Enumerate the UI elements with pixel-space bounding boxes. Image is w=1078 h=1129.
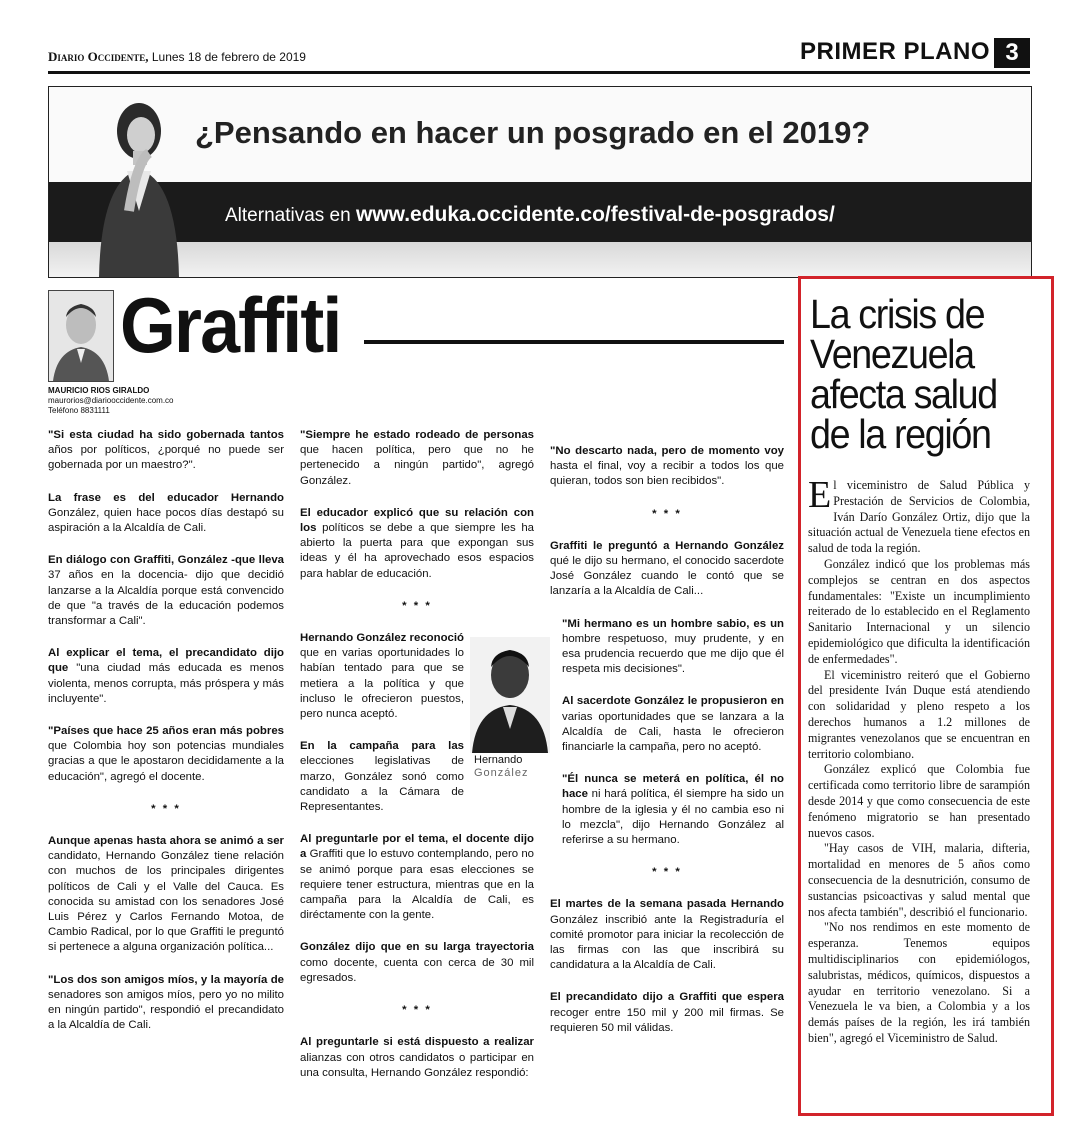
ad-banner[interactable]: [48, 86, 1032, 278]
ad-sub-prefix: Alternativas en: [225, 205, 351, 226]
paragraph: "Los dos son amigos míos, y la mayoría de senadores son amigos míos, pero yo no milito en ningún partido", respondió el precandidato a la Alcaldía de Cali.: [48, 973, 284, 1032]
paragraph: "Si esta ciudad ha sido gobernada tantos años por políticos, ¿porqué no puede ser gobernada por un maestro?".: [48, 429, 284, 472]
headline-line: Venezuela: [810, 331, 974, 377]
article-body: [808, 474, 1030, 1047]
separator-stars: * * *: [402, 599, 432, 612]
paragraph: González indicó que los problemas más complejos se centran en dos aspectos fundamentales: "Existe un incumplimiento reiterado de lo establecido en el Reglamento Sanitario Internacional y un silencio epidemiológico que dificulta la identificación de enfermedades".: [808, 556, 1030, 666]
separator-stars: * * *: [652, 507, 682, 520]
paragraph: "Él nunca se meterá en política, él no hace ni hará política, él siempre ha sido un hombre de la iglesia y él no cambia eso ni lo mezcla", dijo Hernando González al referirse a su hermano.: [562, 773, 784, 847]
caption-last-name: González: [474, 767, 529, 779]
paragraph: Al preguntarle si está dispuesto a realizar alianzas con otros candidatos o participar en una consulta, Hernando González respondió:: [300, 1036, 534, 1079]
candidate-photo: [470, 637, 550, 753]
separator-stars: * * *: [151, 802, 181, 815]
paragraph: "No nos rendimos en este momento de esperanza. Tenemos equipos multidisciplinarios con epidemiólogos, salubristas, médicos, químicos, dispuestos a ayudar en territorio venezolano. Si a Venezuela le va bien, a Colombia y a los demás países de la región, les irá también bien", agregó el Viceministro de Salud.: [808, 920, 1030, 1045]
header-rule: [48, 71, 1030, 74]
author-phone: Teléfono 8831111: [48, 406, 110, 415]
paragraph: "No descarto nada, pero de momento voy hasta el final, voy a recibir a todos los que quieran, todos son bien recibidos".: [550, 445, 784, 488]
paragraph: González dijo que en su larga trayectoria como docente, cuenta con cerca de 30 mil egresados.: [300, 941, 534, 984]
ad-title: ¿Pensando en hacer un posgrado en el 2019?: [195, 115, 871, 150]
paragraph: El educador explicó que su relación con los políticos se debe a que siempre les ha abierto la puerta para que expongan sus ideas y él ha aprovechado esos espacios para hablar de educación.: [300, 506, 534, 580]
paragraph: Al explicar el tema, el precandidato dijo que "una ciudad más educada es menos violenta, menos corrupta, más próspera y más incluyente".: [48, 647, 284, 705]
author-email[interactable]: maurorios@diariooccidente.com.co: [48, 396, 174, 405]
page-number: 3: [994, 38, 1030, 68]
paragraph: El viceministro reiteró que el Gobierno del presidente Iván Duque está atendiendo con solidaridad y pleno respeto a los derechos humanos a 1.2 millones de migrantes venezolanos que se encuentran en territorio colombiano.: [808, 667, 1030, 761]
paragraph: El precandidato dijo a Graffiti que espera recoger entre 150 mil y 200 mil firmas. Se requieren 50 mil válidas.: [550, 991, 784, 1034]
section-title: PRIMER PLANO: [799, 38, 990, 65]
paragraph: Aunque apenas hasta ahora se animó a ser candidato, Hernando González tiene relación con muchos de los principales dirigentes políticos de Cali y el Valle del Cauca. Es conocida su amistad con los senadores José Luis Pérez y Carlos Fernando Motoa, de Cambio Radical, por lo que Graffiti le preguntó si pertenece a alguna organización política...: [48, 835, 284, 954]
paragraph: Graffiti le preguntó a Hernando González qué le dijo su hermano, el conocido sacerdote José González cuando le contó que se lanzaría a la Alcaldía de Cali...: [550, 539, 784, 598]
paragraph: El viceministro de Salud Pública y Prestación de Servicios de Colombia, Iván Darío González Ortiz, dijo que la situación actual de Venezuela tiene efectos en salud de toda la región.: [808, 474, 1030, 556]
paragraph: En diálogo con Graffiti, González -que lleva 37 años en la docencia- dijo que decidió lanzarse a la Alcaldía porque está convencido de que "a través de la educación podemos transformar a Cali".: [48, 554, 284, 628]
paragraph: González explicó que Colombia fue certificada como territorio libre de sarampión desde 2014 y que como consecuencia de este fenómeno migratorio se han presentado nuevos casos.: [808, 762, 1030, 840]
paper-name: Diario Occidente,: [48, 49, 149, 64]
paragraph: Al preguntarle por el tema, el docente dijo a Graffiti que lo estuvo contemplando, pero no se animó porque para esas elecciones se requiere tener estructura, mientras que en la campaña para la Alcaldía de Cali, es diréctamente con la gente.: [300, 833, 534, 922]
author-block: [48, 386, 174, 416]
issue-date: Lunes 18 de febrero de 2019: [151, 50, 306, 64]
separator-stars: * * *: [652, 866, 682, 879]
ad-woman-illustration: [79, 91, 189, 277]
headline-line: La crisis de: [810, 291, 985, 337]
headline-line: afecta salud: [810, 371, 997, 417]
paragraph: "Mi hermano es un hombre sabio, es un hombre respetuoso, muy prudente, y en esa prudencia recuerdo que me dijo que él respeta mis decisiones".: [562, 617, 784, 676]
paragraph: "Hay casos de VIH, malaria, difteria, mortalidad en menores de 5 años como consecuencia de la desnutrición, consumo de sustancias psicoactivas y salud mental que nos afecta también", describió el funcionario.: [808, 841, 1030, 919]
ad-url-link[interactable]: www.eduka.occidente.co/festival-de-posgrados/: [355, 203, 835, 226]
paragraph: En la campaña para las elecciones legislativas de marzo, González sonó como candidato a la Cámara de Representantes.: [300, 740, 464, 814]
text-column-1: [48, 428, 284, 1051]
columnist-photo: [48, 290, 114, 382]
headline-line: de la región: [810, 411, 991, 457]
paragraph: La frase es del educador Hernando González, quien hace pocos días destapó su aspiración a la Alcaldía de Cali.: [48, 491, 284, 535]
text-column-3: [550, 444, 784, 1053]
masthead: [48, 49, 306, 65]
ad-bottom-strip: [49, 242, 1031, 277]
ad-subtitle: [225, 203, 835, 227]
paragraph: Hernando González reconoció que en varias oportunidades lo habían tentado para que se metiera a la política y que incluso le ofrecieron puestos, pero nunca aceptó.: [300, 632, 464, 721]
article-headline: [810, 291, 1027, 457]
paragraph: "Siempre he estado rodeado de personas que hacen política, pero que no he pertenecido a ningún partido", agregó González.: [300, 429, 534, 487]
separator-stars: * * *: [402, 1004, 432, 1017]
author-name: MAURICIO RIOS GIRALDO: [48, 386, 150, 395]
caption-first-name: Hernando: [474, 754, 523, 766]
column-name: Graffiti: [120, 281, 341, 369]
column-rule: [364, 340, 784, 344]
paragraph: Al sacerdote González le propusieron en varias oportunidades que se lanzara a la Alcaldía de Cali, hasta le ofrecieron financiarle la campaña, pero no aceptó.: [562, 695, 784, 754]
paragraph: El martes de la semana pasada Hernando González inscribió ante la Registraduría el comité promotor para iniciar la recolección de las firmas con las que inscribirá su candidatura a la Alcaldía de Cali.: [550, 898, 784, 972]
paragraph: "Países que hace 25 años eran más pobres que Colombia hoy son potencias mundiales gracias a que le apostaron decididamente a la educación", agregó el docente.: [48, 725, 284, 783]
drop-cap: E: [808, 474, 832, 516]
photo-caption: [474, 754, 528, 780]
